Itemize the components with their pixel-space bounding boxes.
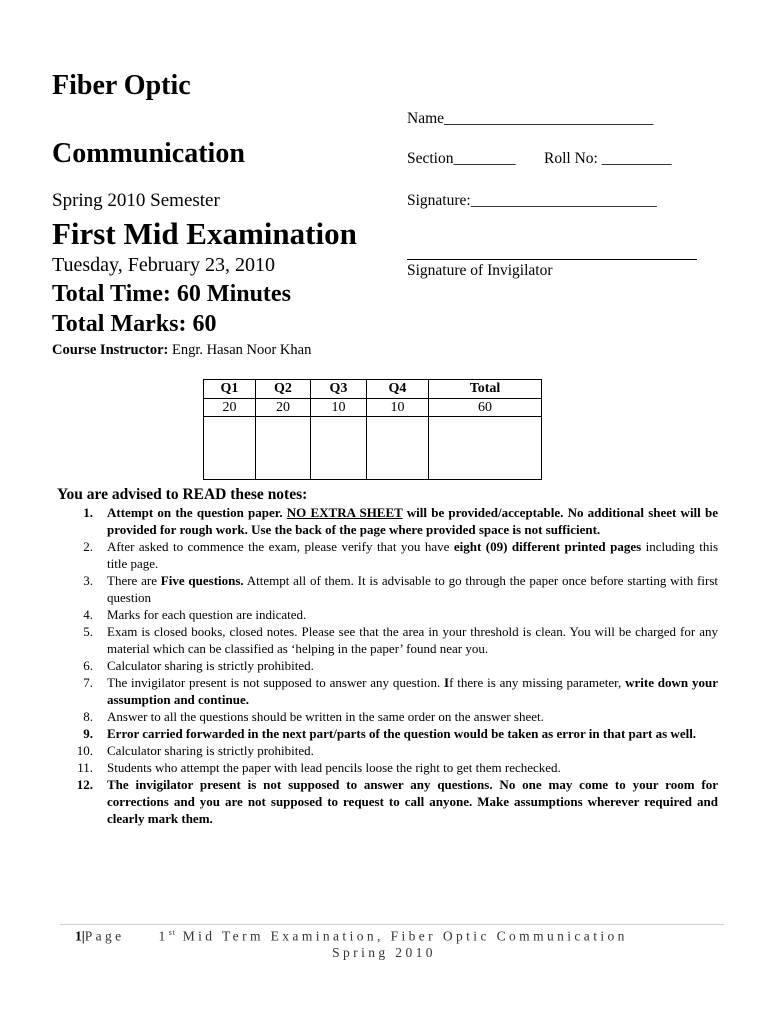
- header-total: Total: [429, 380, 542, 399]
- footer-title: Mid Term Examination, Fiber Optic Communication: [182, 928, 628, 944]
- course-instructor: [52, 342, 311, 359]
- footer-page-label: Page: [84, 928, 125, 944]
- note-item: 7. The invigilator present is not supposed to answer any question. If there is any missing parameter, write down your assumption and continue.: [83, 675, 719, 707]
- max-q1: 20: [204, 399, 256, 417]
- note-item: 1. Attempt on the question paper. NO EXTRA SHEET will be provided/acceptable. No additional sheet will be provided for rough work. Use the back of the page where provided space is not sufficient.: [83, 505, 718, 537]
- marks-table-max-row: [204, 399, 542, 417]
- marks-table: [203, 379, 542, 480]
- course-title-line2: Communication: [52, 138, 245, 169]
- note-item: 10. Calculator sharing is strictly prohibited.: [76, 743, 314, 758]
- total-marks: Total Marks: 60: [52, 311, 217, 337]
- obtained-total[interactable]: [429, 417, 542, 480]
- max-q4: 10: [367, 399, 429, 417]
- footer-line1: [75, 928, 628, 945]
- note-item: 8. Answer to all the questions should be written in the same order on the answer sheet.: [83, 709, 544, 724]
- note-item: 2. After asked to commence the exam, please verify that you have eight (09) different printed pages including this title page.: [83, 539, 719, 571]
- note-item: 9. Error carried forwarded in the next part/parts of the question would be taken as error in that part as well.: [83, 726, 697, 741]
- total-time: Total Time: 60 Minutes: [52, 281, 291, 307]
- footer-term: Spring 2010: [332, 945, 436, 960]
- obtained-q1[interactable]: [204, 417, 256, 480]
- invigilator-signature-line[interactable]: [407, 259, 697, 260]
- footer-ordinal-suffix: st: [168, 928, 176, 937]
- footer-ordinal: 1: [158, 928, 169, 944]
- note-item: 3. There are Five questions. Attempt all of them. It is advisable to go through the paper once before starting with first question: [83, 573, 718, 605]
- course-title-line1: Fiber Optic: [52, 70, 191, 101]
- footer-separator: |: [81, 928, 85, 944]
- max-q2: 20: [256, 399, 311, 417]
- semester: Spring 2010 Semester: [52, 190, 220, 211]
- section-field[interactable]: Section________: [407, 150, 516, 167]
- notes-heading: You are advised to READ these notes:: [57, 486, 308, 503]
- exam-name: First Mid Examination: [52, 216, 357, 251]
- marks-table-obtained-row: [204, 417, 542, 480]
- header-q4: Q4: [367, 380, 429, 399]
- instructor-label: Course Instructor:: [52, 342, 169, 358]
- notes-list: [56, 504, 718, 827]
- note-item: 5. Exam is closed books, closed notes. Please see that the area in your threshold is clean. You will be charged for any material which can be classified as ‘helping in the paper’ found near you.: [83, 624, 718, 656]
- roll-no-field[interactable]: Roll No: _________: [544, 150, 672, 167]
- obtained-q4[interactable]: [367, 417, 429, 480]
- marks-table-header-row: [204, 380, 542, 399]
- note-item: 11. Students who attempt the paper with lead pencils loose the right to get them rechecked.: [77, 760, 561, 775]
- obtained-q2[interactable]: [256, 417, 311, 480]
- footer-divider: [60, 924, 724, 925]
- header-q2: Q2: [256, 380, 311, 399]
- exam-date: Tuesday, February 23, 2010: [52, 254, 275, 276]
- note-item: 12. The invigilator present is not supposed to answer any questions. No one may come to your room for corrections and you are not supposed to request to call anyone. Make assumptions wherever required and clearly mark them.: [76, 777, 718, 826]
- invigilator-signature-label: Signature of Invigilator: [407, 262, 553, 279]
- obtained-q3[interactable]: [311, 417, 367, 480]
- header-q3: Q3: [311, 380, 367, 399]
- max-q3: 10: [311, 399, 367, 417]
- note-item: 6. Calculator sharing is strictly prohibited.: [83, 658, 314, 673]
- note-item: 4. Marks for each question are indicated.: [83, 607, 307, 622]
- header-q1: Q1: [204, 380, 256, 399]
- name-field[interactable]: Name___________________________: [407, 110, 654, 127]
- footer-page-number: 1: [75, 928, 82, 944]
- instructor-name: Engr. Hasan Noor Khan: [168, 342, 312, 358]
- max-total: 60: [429, 399, 542, 417]
- signature-field[interactable]: Signature:________________________: [407, 192, 657, 209]
